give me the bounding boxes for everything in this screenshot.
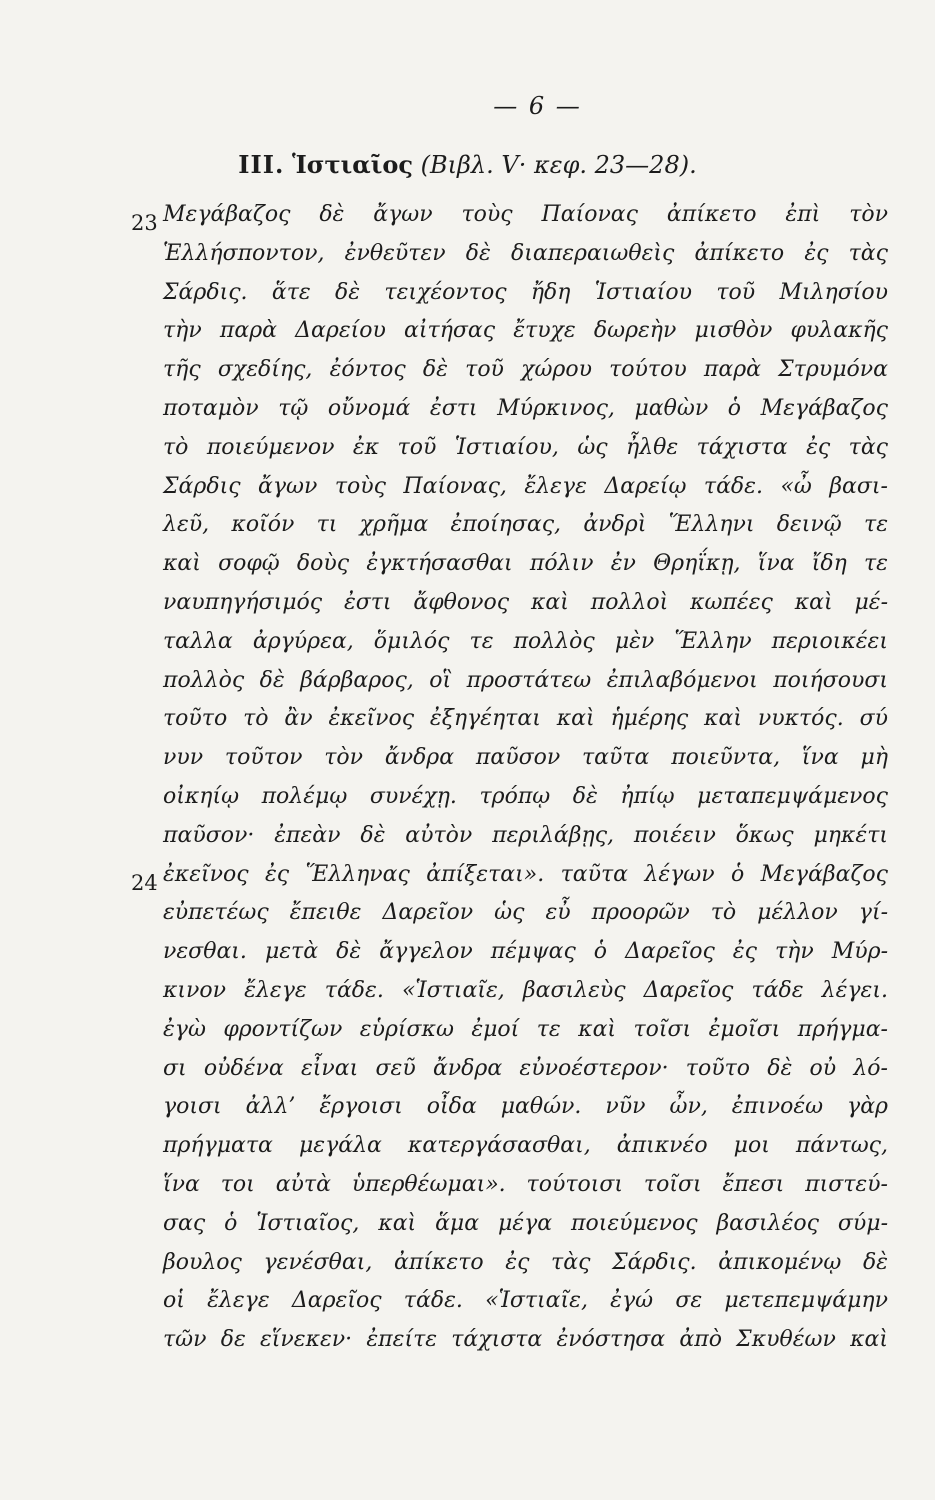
text-line: εὐπετέως ἔπειθε Δαρεῖον ὡς εὖ προορῶν τὸ μέλλον γί- xyxy=(163,900,888,926)
margin-section-number: 24 xyxy=(131,870,158,895)
text-line: σι οὐδένα εἶναι σεῦ ἄνδρα εὐνοέστερον· τοῦτο δὲ οὐ λό- xyxy=(163,1055,888,1081)
text-line: κινον ἔλεγε τάδε. «Ἱστιαῖε, βασιλεὺς Δαρεῖος τάδε λέγει. xyxy=(163,977,888,1003)
text-line: ἐγὼ φροντίζων εὑρίσκω ἐμοί τε καὶ τοῖσι ἐμοῖσι πρήγμα- xyxy=(163,1016,888,1042)
chapter-reference: (Βιβλ. V· κεφ. 23—28). xyxy=(420,151,697,179)
body-text xyxy=(131,196,888,1360)
text-line: ναυπηγήσιμός ἐστι ἄφθονος καὶ πολλοὶ κωπέες καὶ μέ- xyxy=(163,589,888,615)
text-line: γοισι ἀλλ’ ἔργοισι οἶδα μαθών. νῦν ὦν, ἐπινοέω γὰρ xyxy=(163,1094,888,1120)
text-line: οἱ ἔλεγε Δαρεῖος τάδε. «Ἱστιαῖε, ἐγώ σε μετεπεμψάμην xyxy=(163,1288,888,1314)
text-line: καὶ σοφῷ δοὺς ἐγκτήσασθαι πόλιν ἐν Θρηΐκῃ, ἵνα ἴδη τε xyxy=(163,551,888,577)
chapter-title: Ἱστιαῖος xyxy=(291,150,413,179)
text-line: Ἑλλήσποντον, ἐνθεῦτεν δὲ διαπεραιωθεὶς ἀπίκετο ἐς τὰς xyxy=(163,240,888,266)
text-line: τὴν παρὰ Δαρείου αἰτήσας ἔτυχε δωρεὴν μισθὸν φυλακῆς xyxy=(163,318,888,344)
text-line: 24 ἐκεῖνος ἐς Ἕλληνας ἀπίξεται». ταῦτα λέγων ὁ Μεγάβαζος xyxy=(163,856,888,895)
text-line: σας ὁ Ἱστιαῖος, καὶ ἅμα μέγα ποιεύμενος βασιλέος σύμ- xyxy=(163,1210,888,1236)
text-line: τοῦτο τὸ ἂν ἐκεῖνος ἐξηγέηται καὶ ἡμέρης καὶ νυκτός. σύ xyxy=(163,706,888,732)
page-number: — 6 — xyxy=(493,92,582,120)
text-line: τῶν δε εἵνεκεν· ἐπείτε τάχιστα ἐνόστησα ἀπὸ Σκυθέων καὶ xyxy=(163,1327,888,1353)
text-line: 23 Μεγάβαζος δὲ ἄγων τοὺς Παίονας ἀπίκετο ἐπὶ τὸν xyxy=(163,196,888,235)
text-line: ἵνα τοι αὐτὰ ὑπερθέωμαι». τούτοισι τοῖσι ἔπεσι πιστεύ- xyxy=(163,1171,888,1197)
text-line: Σάρδις. ἅτε δὲ τειχέοντος ἤδη Ἱστιαίου τοῦ Μιλησίου xyxy=(163,279,888,305)
text-line: τῆς σχεδίης, ἐόντος δὲ τοῦ χώρου τούτου παρὰ Στρυμόνα xyxy=(163,357,888,383)
margin-section-number: 23 xyxy=(131,211,158,235)
text-line: νεσθαι. μετὰ δὲ ἄγγελον πέμψας ὁ Δαρεῖος ἐς τὴν Μύρ- xyxy=(163,939,888,965)
text-line: ταλλα ἀργύρεα, ὅμιλός τε πολλὸς μὲν Ἕλλην περιοικέει xyxy=(163,628,888,654)
text-line: Σάρδις ἄγων τοὺς Παίονας, ἔλεγε Δαρείῳ τάδε. «ὦ βασι- xyxy=(163,473,888,499)
chapter-heading xyxy=(0,150,935,179)
text-line: νυν τοῦτον τὸν ἄνδρα παῦσον ταῦτα ποιεῦντα, ἵνα μὴ xyxy=(163,745,888,771)
text-line: ποταμὸν τῷ οὔνομά ἐστι Μύρκινος, μαθὼν ὁ Μεγάβαζος xyxy=(163,395,888,421)
text-line: πρήγματα μεγάλα κατεργάσασθαι, ἀπικνέο μοι πάντως, xyxy=(163,1133,888,1159)
text-line: λεῦ, κοῖόν τι χρῆμα ἐποίησας, ἀνδρὶ Ἕλληνι δεινῷ τε xyxy=(163,512,888,538)
text-line: βουλος γενέσθαι, ἀπίκετο ἐς τὰς Σάρδις. ἀπικομένῳ δὲ xyxy=(163,1249,888,1275)
text-line: οἰκηίῳ πολέμῳ συνέχῃ. τρόπῳ δὲ ἠπίῳ μεταπεμψάμενος xyxy=(163,783,888,809)
chapter-numeral: III. xyxy=(238,150,285,179)
text-line: παῦσον· ἐπεὰν δὲ αὐτὸν περιλάβῃς, ποιέειν ὅκως μηκέτι xyxy=(163,822,888,848)
text-line: πολλὸς δὲ βάρβαρος, οἳ προστάτεω ἐπιλαβόμενοι ποιήσουσι xyxy=(163,667,888,693)
text-line: τὸ ποιεύμενον ἐκ τοῦ Ἱστιαίου, ὡς ἦλθε τάχιστα ἐς τὰς xyxy=(163,434,888,460)
